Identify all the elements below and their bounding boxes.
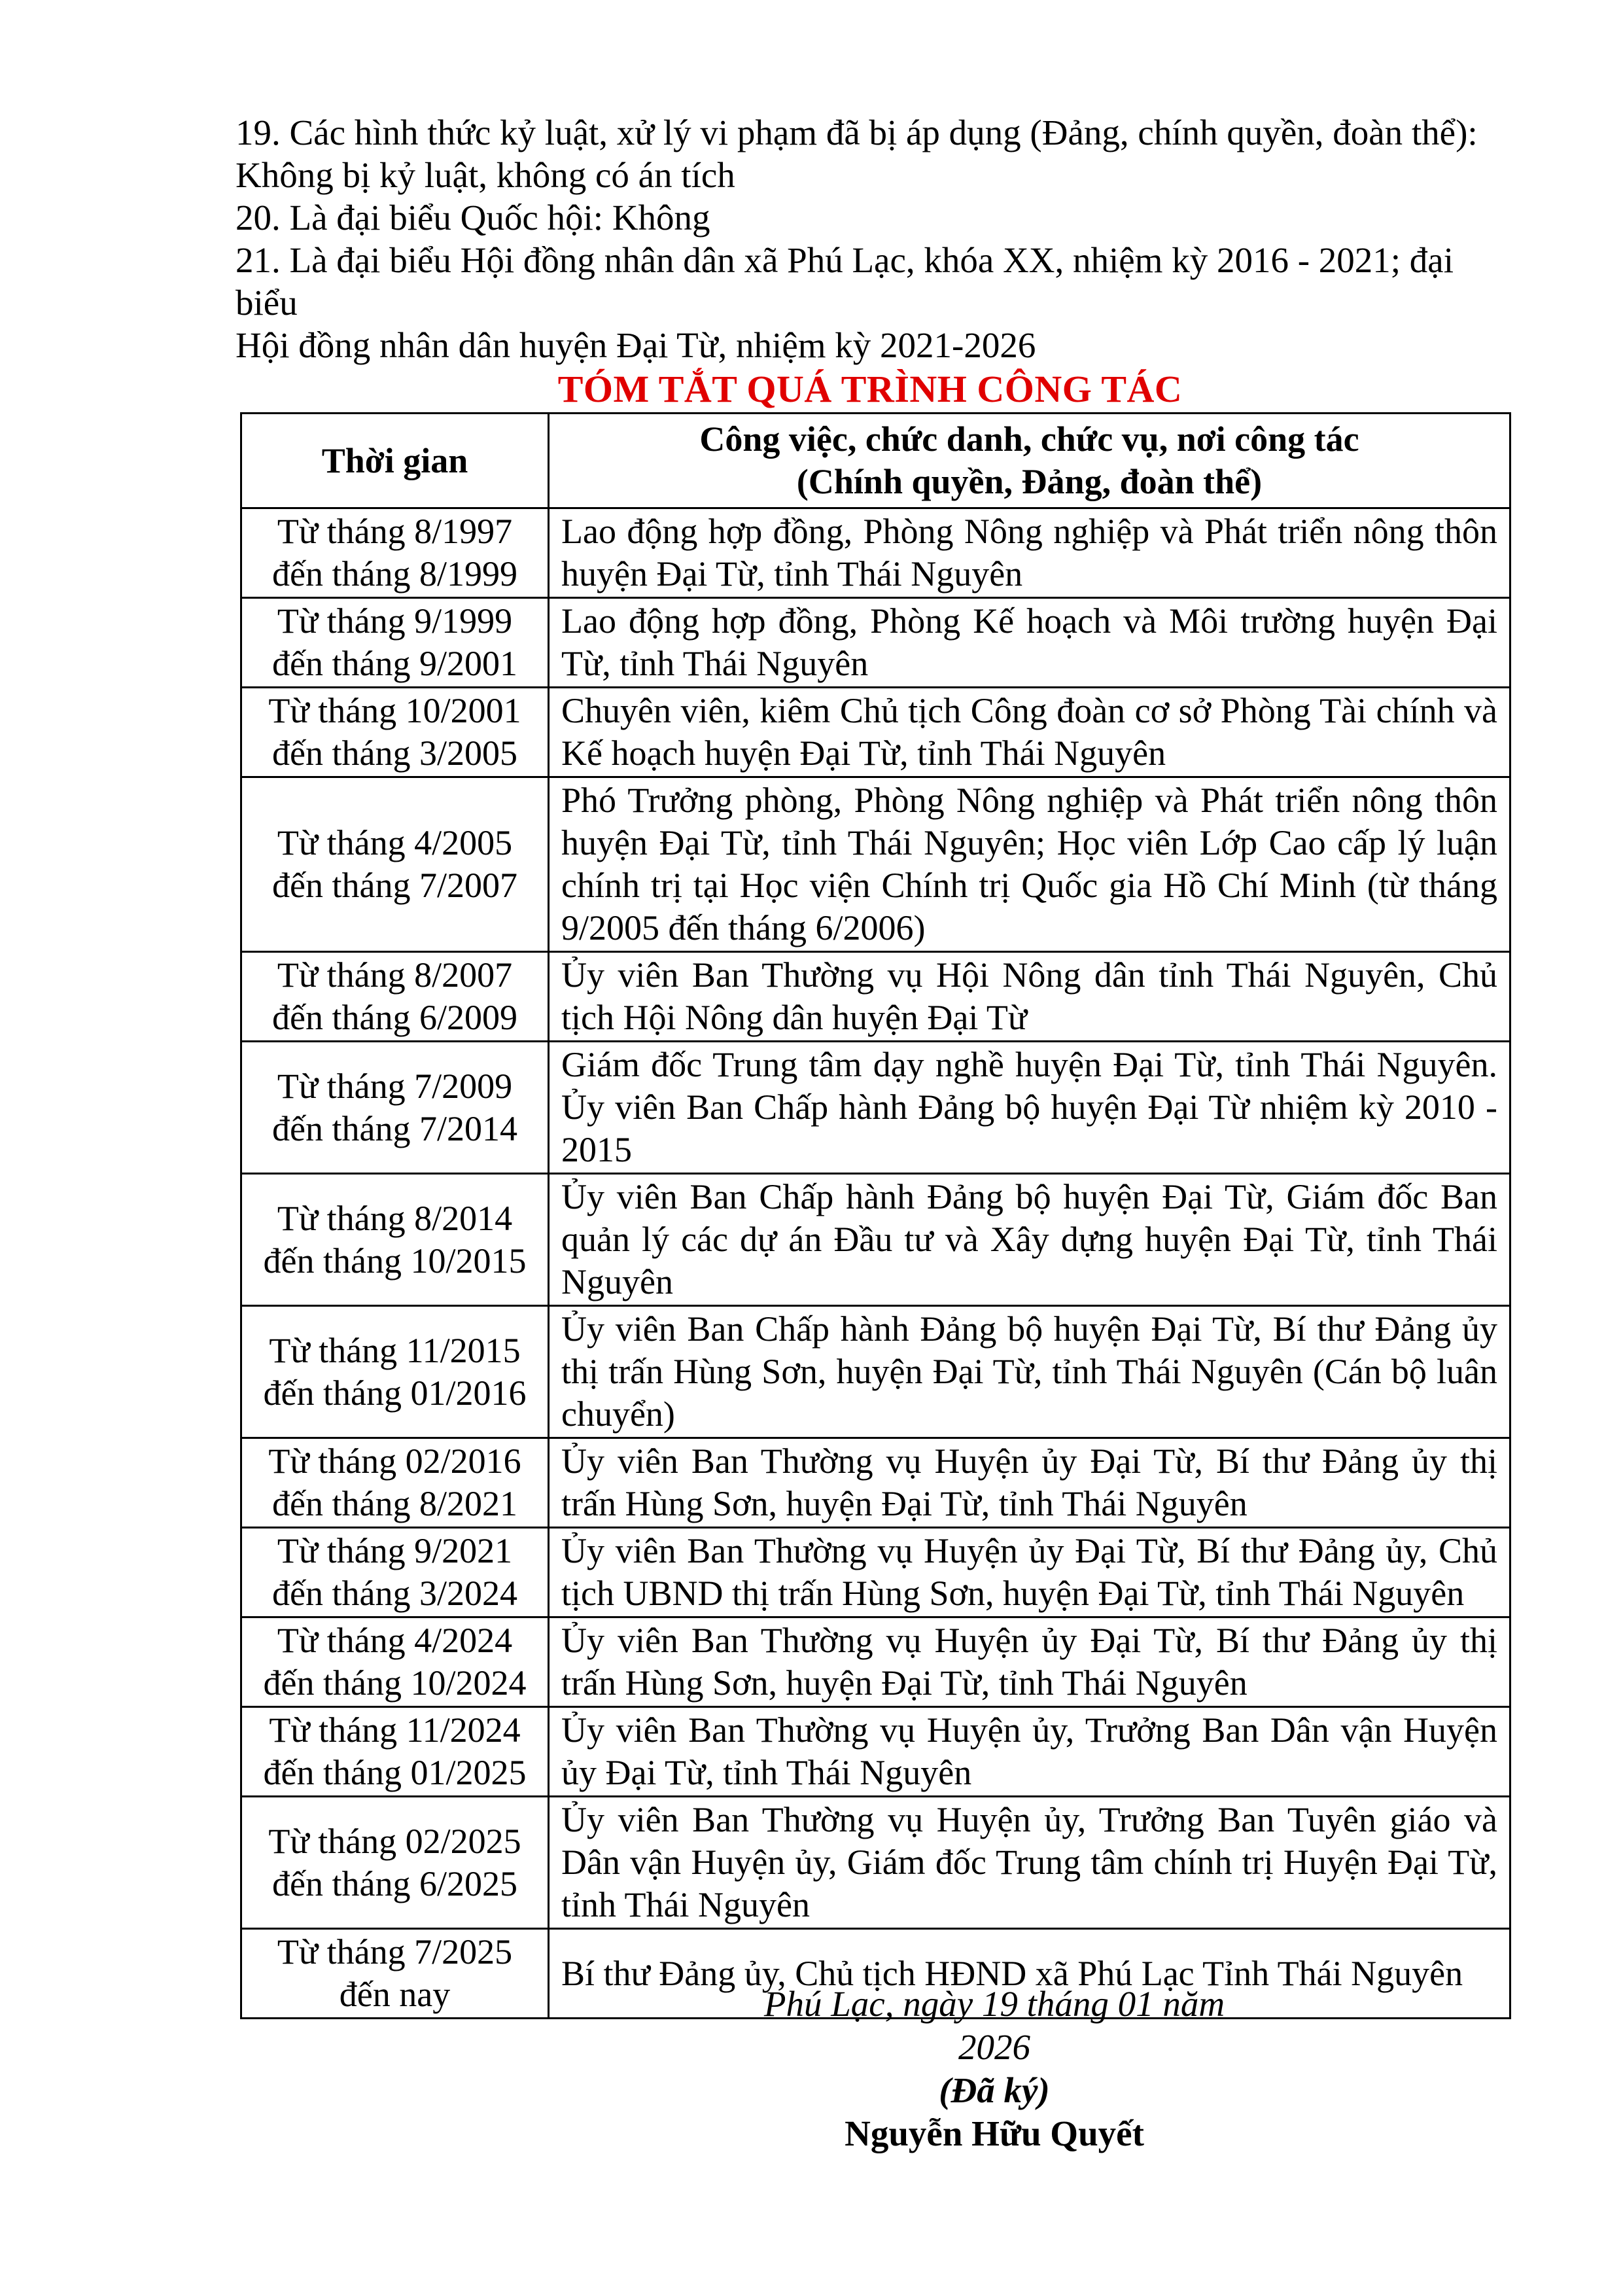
work-description-cell: Ủy viên Ban Thường vụ Huyện ủy, Trưởng Ban Dân vận Huyện ủy Đại Từ, tỉnh Thái Nguyên <box>549 1707 1510 1797</box>
work-description-cell: Ủy viên Ban Chấp hành Đảng bộ huyện Đại Từ, Bí thư Đảng ủy thị trấn Hùng Sơn, huyện Đại Từ, tỉnh Thái Nguyên (Cán bộ luân chuyển) <box>549 1306 1510 1438</box>
time-cell <box>241 1617 549 1707</box>
time-cell <box>241 952 549 1042</box>
time-from: Từ tháng 8/2014 <box>277 1198 513 1238</box>
time-from: Từ tháng 4/2005 <box>277 823 513 862</box>
table-body <box>241 508 1510 2019</box>
time-cell <box>241 688 549 777</box>
time-to: đến tháng 6/2009 <box>272 998 517 1037</box>
work-description-cell: Lao động hợp đồng, Phòng Nông nghiệp và Phát triển nông thôn huyện Đại Từ, tỉnh Thái Nguyên <box>549 508 1510 598</box>
time-cell <box>241 1306 549 1438</box>
work-description-cell: Ủy viên Ban Thường vụ Huyện ủy Đại Từ, Bí thư Đảng ủy thị trấn Hùng Sơn, huyện Đại Từ, tỉnh Thái Nguyên <box>549 1438 1510 1528</box>
time-from: Từ tháng 9/1999 <box>277 601 513 641</box>
time-to: đến tháng 10/2024 <box>263 1663 527 1703</box>
header-work <box>549 414 1510 508</box>
time-to: đến tháng 6/2025 <box>272 1863 517 1903</box>
intro-section <box>236 111 1505 366</box>
work-history-table <box>240 412 1511 2019</box>
time-cell <box>241 1438 549 1528</box>
time-cell <box>241 1042 549 1174</box>
time-to: đến tháng 01/2025 <box>263 1753 527 1792</box>
signer-name: Nguyễn Hữu Quyết <box>845 2113 1144 2153</box>
section-title: TÓM TẮT QUÁ TRÌNH CÔNG TÁC <box>557 368 1183 410</box>
work-description-cell: Ủy viên Ban Thường vụ Huyện ủy, Trưởng Ban Tuyên giáo và Dân vận Huyện ủy, Giám đốc Trung tâm chính trị Huyện Đại Từ, tỉnh Thái Nguyên <box>549 1797 1510 1929</box>
table-row <box>241 1528 1510 1617</box>
table-row <box>241 1438 1510 1528</box>
time-from: Từ tháng 11/2015 <box>269 1330 521 1370</box>
table-row <box>241 952 1510 1042</box>
time-cell <box>241 777 549 952</box>
table-row <box>241 1174 1510 1306</box>
document-page <box>236 111 1505 2019</box>
signed-note: (Đã ký) <box>939 2070 1050 2110</box>
table-row <box>241 1042 1510 1174</box>
header-time: Thời gian <box>241 414 549 508</box>
time-from: Từ tháng 7/2009 <box>277 1066 513 1106</box>
table-row <box>241 508 1510 598</box>
time-to: đến tháng 3/2024 <box>272 1574 517 1613</box>
time-from: Từ tháng 9/2021 <box>277 1531 513 1570</box>
table-row <box>241 1707 1510 1797</box>
time-from: Từ tháng 02/2025 <box>268 1821 521 1861</box>
work-description-cell: Bí thư Đảng ủy, Chủ tịch HĐND xã Phú Lạc Tỉnh Thái Nguyên <box>549 1929 1510 2019</box>
time-to: đến tháng 10/2015 <box>263 1241 527 1280</box>
intro-line: 20. Là đại biểu Quốc hội: Không <box>236 198 710 238</box>
work-description-cell: Ủy viên Ban Thường vụ Huyện ủy Đại Từ, Bí thư Đảng ủy, Chủ tịch UBND thị trấn Hùng Sơn, huyện Đại Từ, tỉnh Thái Nguyên <box>549 1528 1510 1617</box>
time-cell <box>241 1174 549 1306</box>
time-from: Từ tháng 8/2007 <box>277 955 513 995</box>
intro-line: 19. Các hình thức kỷ luật, xử lý vi phạm đã bị áp dụng (Đảng, chính quyền, đoàn thể): <box>236 113 1478 152</box>
time-cell <box>241 598 549 688</box>
time-from: Từ tháng 8/1997 <box>277 512 513 551</box>
work-description-cell: Ủy viên Ban Chấp hành Đảng bộ huyện Đại Từ, Giám đốc Ban quản lý các dự án Đầu tư và Xây dựng huyện Đại Từ, tỉnh Thái Nguyên <box>549 1174 1510 1306</box>
table-row <box>241 777 1510 952</box>
header-work-line: (Chính quyền, Đảng, đoàn thể) <box>796 462 1263 501</box>
time-from: Từ tháng 4/2024 <box>277 1621 513 1660</box>
time-from: Từ tháng 02/2016 <box>268 1441 521 1481</box>
intro-line: Hội đồng nhân dân huyện Đại Từ, nhiệm kỳ 2021-2026 <box>236 325 1036 365</box>
table-row <box>241 1306 1510 1438</box>
time-cell <box>241 1929 549 2019</box>
time-to: đến tháng 9/2001 <box>272 644 517 683</box>
table-row <box>241 598 1510 688</box>
time-to: đến tháng 01/2016 <box>263 1373 527 1413</box>
time-from: Từ tháng 11/2024 <box>269 1710 521 1750</box>
time-cell <box>241 1528 549 1617</box>
work-description-cell: Ủy viên Ban Thường vụ Huyện ủy Đại Từ, Bí thư Đảng ủy thị trấn Hùng Sơn, huyện Đại Từ, tỉnh Thái Nguyên <box>549 1617 1510 1707</box>
table-row <box>241 1617 1510 1707</box>
table-row <box>241 1797 1510 1929</box>
time-cell <box>241 1797 549 1929</box>
time-to: đến tháng 8/2021 <box>272 1484 517 1523</box>
time-from: Từ tháng 10/2001 <box>268 691 521 730</box>
work-description-cell: Giám đốc Trung tâm dạy nghề huyện Đại Từ, tỉnh Thái Nguyên. Ủy viên Ban Chấp hành Đảng bộ huyện Đại Từ nhiệm kỳ 2010 - 2015 <box>549 1042 1510 1174</box>
work-description-cell: Phó Trưởng phòng, Phòng Nông nghiệp và Phát triển nông thôn huyện Đại Từ, tỉnh Thái Nguyên; Học viên Lớp Cao cấp lý luận chính trị tại Học viện Chính trị Quốc gia Hồ Chí Minh (từ tháng 9/2005 đến tháng 6/2006) <box>549 777 1510 952</box>
time-to: đến tháng 8/1999 <box>272 554 517 593</box>
time-cell <box>241 508 549 598</box>
table-header-row <box>241 414 1510 508</box>
intro-line: 21. Là đại biểu Hội đồng nhân dân xã Phú Lạc, khóa XX, nhiệm kỳ 2016 - 2021; đại biểu <box>236 240 1454 323</box>
table-row <box>241 688 1510 777</box>
time-to: đến tháng 3/2005 <box>272 733 517 773</box>
work-description-cell: Chuyên viên, kiêm Chủ tịch Công đoàn cơ sở Phòng Tài chính và Kế hoạch huyện Đại Từ, tỉnh Thái Nguyên <box>549 688 1510 777</box>
time-to: đến tháng 7/2007 <box>272 866 517 905</box>
header-work-line: Công việc, chức danh, chức vụ, nơi công tác <box>699 419 1359 459</box>
place-date: Phú Lạc, ngày 19 tháng 01 năm 2026 <box>763 1984 1225 2067</box>
time-from: Từ tháng 7/2025 <box>277 1932 513 1971</box>
time-cell <box>241 1707 549 1797</box>
work-description-cell: Ủy viên Ban Thường vụ Hội Nông dân tỉnh Thái Nguyên, Chủ tịch Hội Nông dân huyện Đại Từ <box>549 952 1510 1042</box>
signature-block <box>733 1983 1256 2155</box>
intro-line: Không bị kỷ luật, không có án tích <box>236 155 735 195</box>
time-to: đến tháng 7/2014 <box>272 1108 517 1148</box>
time-to: đến nay <box>339 1975 451 2014</box>
work-description-cell: Lao động hợp đồng, Phòng Kế hoạch và Môi trường huyện Đại Từ, tỉnh Thái Nguyên <box>549 598 1510 688</box>
